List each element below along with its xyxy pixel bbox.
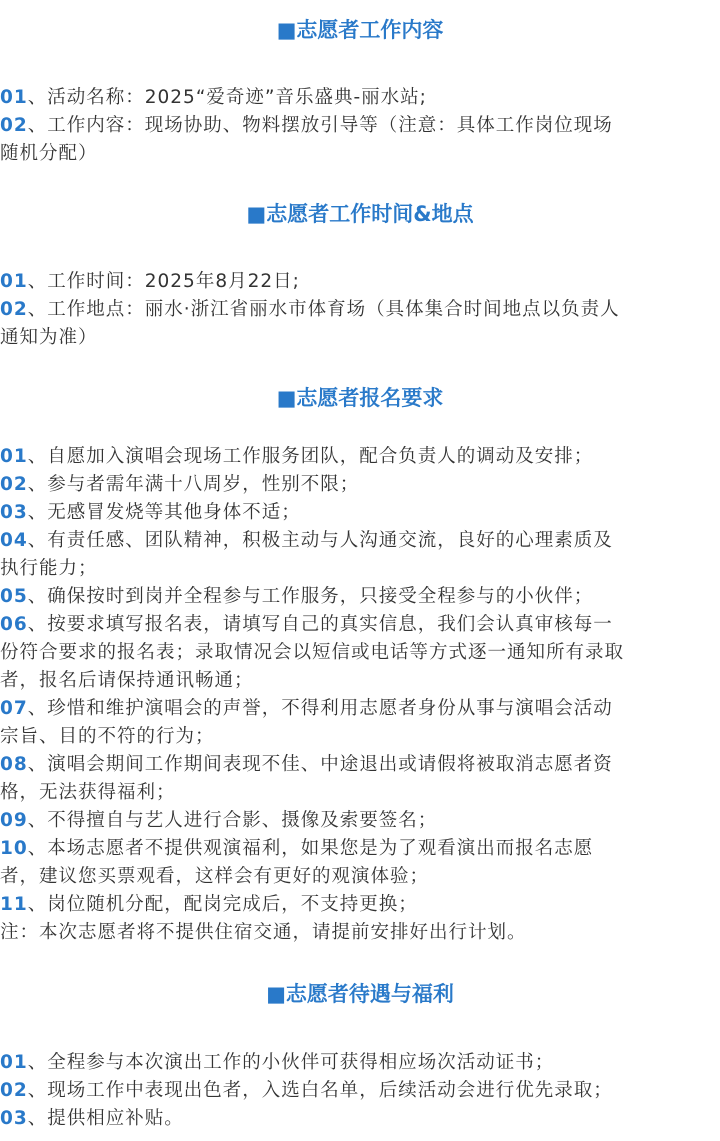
item-number: 01 xyxy=(0,87,28,108)
section-body-benefits xyxy=(0,1049,720,1133)
list-item xyxy=(0,667,720,695)
item-number: 01 xyxy=(0,1052,28,1073)
list-item xyxy=(0,471,720,499)
list-item xyxy=(0,891,720,919)
item-text: 宗旨、目的不符的行为； xyxy=(0,726,215,747)
item-number: 02 xyxy=(0,474,28,495)
list-item xyxy=(0,527,720,555)
item-text: 、工作地点：丽水·浙江省丽水市体育场（具体集合时间地点以负责人 xyxy=(27,299,620,320)
section-title-time-location: ■志愿者工作时间&地点 xyxy=(246,202,474,226)
item-number: 09 xyxy=(0,810,28,831)
section-title-requirements: ■志愿者报名要求 xyxy=(276,386,444,410)
item-text: 、本场志愿者不提供观演福利，如果您是为了观看演出而报名志愿 xyxy=(27,838,594,859)
item-text: 、按要求填写报名表，请填写自己的真实信息，我们会认真审核每一 xyxy=(27,614,613,635)
item-text: 、提供相应补贴。 xyxy=(27,1108,184,1129)
section-body-time-location xyxy=(0,268,720,352)
item-text: 份符合要求的报名表；录取情况会以短信或电话等方式逐一通知所有录取 xyxy=(0,642,625,663)
section-title-work-content: ■志愿者工作内容 xyxy=(276,18,444,42)
item-text: 、工作时间：2025年8月22日; xyxy=(27,271,300,292)
item-number: 10 xyxy=(0,838,28,859)
list-item xyxy=(0,695,720,723)
list-item xyxy=(0,1105,720,1133)
list-item xyxy=(0,807,720,835)
item-text: 随机分配） xyxy=(0,143,98,164)
item-text: 、自愿加入演唱会现场工作服务团队，配合负责人的调动及安排； xyxy=(27,446,594,467)
list-item xyxy=(0,112,720,140)
list-item xyxy=(0,751,720,779)
list-item xyxy=(0,611,720,639)
item-text: 者，建议您买票观看，这样会有更好的观演体验； xyxy=(0,866,430,887)
list-item xyxy=(0,919,720,947)
list-item xyxy=(0,639,720,667)
list-item xyxy=(0,84,720,112)
item-number: 01 xyxy=(0,446,28,467)
item-text: 、珍惜和维护演唱会的声誉，不得利用志愿者身份从事与演唱会活动 xyxy=(27,698,613,719)
item-text: 、演唱会期间工作期间表现不佳、中途退出或请假将被取消志愿者资 xyxy=(27,754,613,775)
item-text: 、岗位随机分配，配岗完成后，不支持更换； xyxy=(27,894,418,915)
item-text: 、确保按时到岗并全程参与工作服务，只接受全程参与的小伙伴； xyxy=(27,586,594,607)
item-text: 、工作内容：现场协助、物料摆放引导等（注意：具体工作岗位现场 xyxy=(27,115,613,136)
item-text: 、有责任感、团队精神，积极主动与人沟通交流，良好的心理素质及 xyxy=(27,530,613,551)
list-item xyxy=(0,324,720,352)
item-number: 08 xyxy=(0,754,28,775)
item-number: 03 xyxy=(0,502,28,523)
list-item xyxy=(0,583,720,611)
list-item xyxy=(0,499,720,527)
list-item xyxy=(0,443,720,471)
item-text: 、参与者需年满十八周岁，性别不限； xyxy=(27,474,360,495)
list-item xyxy=(0,1077,720,1105)
list-item xyxy=(0,863,720,891)
item-number: 03 xyxy=(0,1108,28,1129)
item-text: 、活动名称：2025“爱奇迹”音乐盛典-丽水站; xyxy=(27,87,427,108)
item-text: 、无感冒发烧等其他身体不适； xyxy=(27,502,301,523)
item-number: 05 xyxy=(0,586,28,607)
list-item xyxy=(0,140,720,168)
item-number: 01 xyxy=(0,271,28,292)
section-body-work-content xyxy=(0,84,720,168)
list-item xyxy=(0,779,720,807)
list-item xyxy=(0,555,720,583)
item-number: 04 xyxy=(0,530,28,551)
item-number: 02 xyxy=(0,115,28,136)
item-text: 通知为准） xyxy=(0,327,98,348)
item-number: 02 xyxy=(0,1080,28,1101)
list-item xyxy=(0,835,720,863)
section-body-requirements xyxy=(0,443,720,947)
section-title-benefits: ■志愿者待遇与福利 xyxy=(266,982,454,1006)
list-item xyxy=(0,723,720,751)
item-number: 07 xyxy=(0,698,28,719)
item-text: 执行能力； xyxy=(0,558,98,579)
list-item xyxy=(0,296,720,324)
item-text: 、全程参与本次演出工作的小伙伴可获得相应场次活动证书； xyxy=(27,1052,555,1073)
item-number: 02 xyxy=(0,299,28,320)
item-text: 、不得擅自与艺人进行合影、摄像及索要签名； xyxy=(27,810,438,831)
item-number: 11 xyxy=(0,894,28,915)
item-text: 注：本次志愿者将不提供住宿交通，请提前安排好出行计划。 xyxy=(0,922,527,943)
item-text: 者，报名后请保持通讯畅通； xyxy=(0,670,254,691)
item-number: 06 xyxy=(0,614,28,635)
list-item xyxy=(0,1049,720,1077)
item-text: 格，无法获得福利； xyxy=(0,782,176,803)
item-text: 、现场工作中表现出色者，入选白名单，后续活动会进行优先录取； xyxy=(27,1080,613,1101)
list-item xyxy=(0,268,720,296)
